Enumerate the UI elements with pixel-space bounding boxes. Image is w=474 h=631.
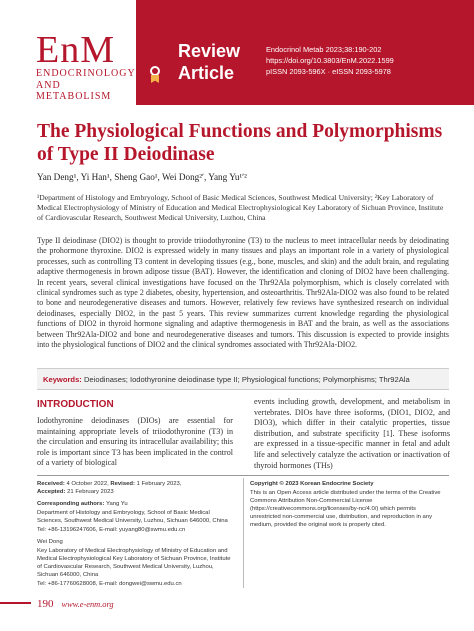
corr2-contact: Tel: +86-17760628008, E-mail: dongwei@swmu.edu.cn [37,581,182,587]
article-type-line1: Review [178,41,241,61]
keywords-text: Deiodinases; Iodothyronine deiodinase type II; Physiological functions; Polymorphisms; Thr92Ala [83,375,410,384]
citation: Endocrinol Metab 2023;38:190-202 [266,45,382,54]
copyright: Copyright © 2023 Korean Endocrine Society [250,481,374,487]
footnote-divider [243,478,244,588]
footer-bar [0,602,31,604]
corr1-dept: Department of Histology and Embryology, School of Basic Medical Sciences, Southwest Medical University, Luzhou, Sichuan 646000, China [37,510,228,524]
journal-brand [0,0,136,105]
article-title: The Physiological Functions and Polymorphisms of Type II Deiodinase [37,121,443,165]
dates-line: Received: 4 October 2022, Revised: 1 February 2023, Accepted: 21 February 2023 [37,481,182,495]
citation-meta [266,44,394,77]
journal-name-line1: ENDOCRINOLOGY [36,68,136,79]
author-list: Yan Deng¹, Yi Han¹, Sheng Gao¹, Wei Dong²ʹ, Yang Yu¹ʹ² [37,172,247,182]
website-link[interactable]: www.e-enm.org [61,600,114,609]
left-column [37,397,233,469]
ribbon-icon [148,66,162,84]
abstract: Type II deiodinase (DIO2) is thought to provide triiodothyronine (T3) to the nucleus to meet intracellular needs by deiodinating the prohormone thyroxine. DIO2 is expressed widely in many tissues and plays an important role in a variety of physiological processes, such as controlling T3 content in developing tissues (e.g., bone, muscles, and skin) and the adult brain, and regulating adaptive thermogenesis in brown adipose tissue (BAT). However, the identification and cloning of DIO2 have been challenging. In recent years, several clinical investigations have focused on the Thr92Ala polymorphism, which is closely correlated with clinical syndromes such as type 2 diabetes, obesity, hypertension, and osteoarthritis. Thr92Ala-DIO2 was also found to be related to bone and neurodegenerative diseases and tumors. However, relatively few reviews have synthesized research on individual deiodinases, especially DIO2, in the past 5 years. This review summarizes current knowledge regarding the physiological functions of DIO2 in thyroid hormone signaling and adaptive thermogenesis in BAT and the brain, as well as the associations between Thr92Ala-DIO2 and bone and neurodegenerative diseases and tumors. This discussion is expected to provide insights into the physiological functions of DIO2 and the clinical syndromes associated with Thr92Ala-DIO2. [37,236,449,350]
corr2-dept: Key Laboratory of Medical Electrophysiology of Ministry of Education and Medical Electrophysiological Key Laboratory of Sichuan Province, Institute of Cardiovascular Research, Southwest Medical University, Luzhou, Sichuan 646000, China [37,548,231,578]
right-column [254,397,450,471]
article-type-line2: Article [178,63,235,83]
article-notes [37,480,235,589]
page-number: 190 [37,598,54,610]
corresponding-label: Corresponding authors: Yang Yu [37,501,128,507]
issn: pISSN 2093-596X · eISSN 2093-5978 [266,67,391,76]
section-heading: INTRODUCTION [37,399,114,410]
intro-paragraph-right: events including growth, development, and metabolism in vertebrates. DIOs have three isoforms, (DIO1, DIO2, and DIO3), which differ in their catalytic properties, tissue distribution, and substrate specificity [1]. These isoforms are expressed in a tissue-specific manner in fetal and adult life and selectively catalyze the activation or inactivation of thyroid hormones (THs) [254,397,450,470]
corr2-name: Wei Dong [37,539,63,545]
doi-link[interactable]: https://doi.org/10.3803/EnM.2022.1599 [266,56,394,65]
license-notes [250,480,448,529]
journal-logo: EnM [36,29,115,71]
affiliations: ¹Department of Histology and Embryology, School of Basic Medical Sciences, Southwest Medical University; ²Key Laboratory of Medical Electrophysiology of Ministry of Education and Medical Electrophysiological Key Laboratory of Sichuan Province, Institute of Cardiovascular Research, Southwest Medical University, Luzhou, China [37,193,444,223]
divider [37,475,449,476]
intro-paragraph-left: Iodothyronine deiodinases (DIOs) are essential for maintaining appropriate levels of triiodothyronine (T3) in the circulation and ensuring its intracellular availability; this role is important since T3 has been implicated in the control of a variety of biological [37,416,233,468]
license-text: This is an Open Access article distributed under the terms of the Creative Commons Attribution Non-Commercial License (https://creativecommons.org/licenses/by-nc/4.0/) which permits unrestricted non-commercial use, distribution, and reproduction in any medium, provided the original work is properly cited. [250,490,441,528]
article-type [178,40,240,84]
journal-header [0,0,474,105]
keywords-bar [37,368,449,390]
page-footer [37,594,114,612]
corr1-contact: Tel: +86-13196247606, E-mail: yuyang80@swmu.edu.cn [37,527,186,533]
keywords-label: Keywords: [43,375,82,384]
journal-name-line2: AND METABOLISM [36,80,112,102]
